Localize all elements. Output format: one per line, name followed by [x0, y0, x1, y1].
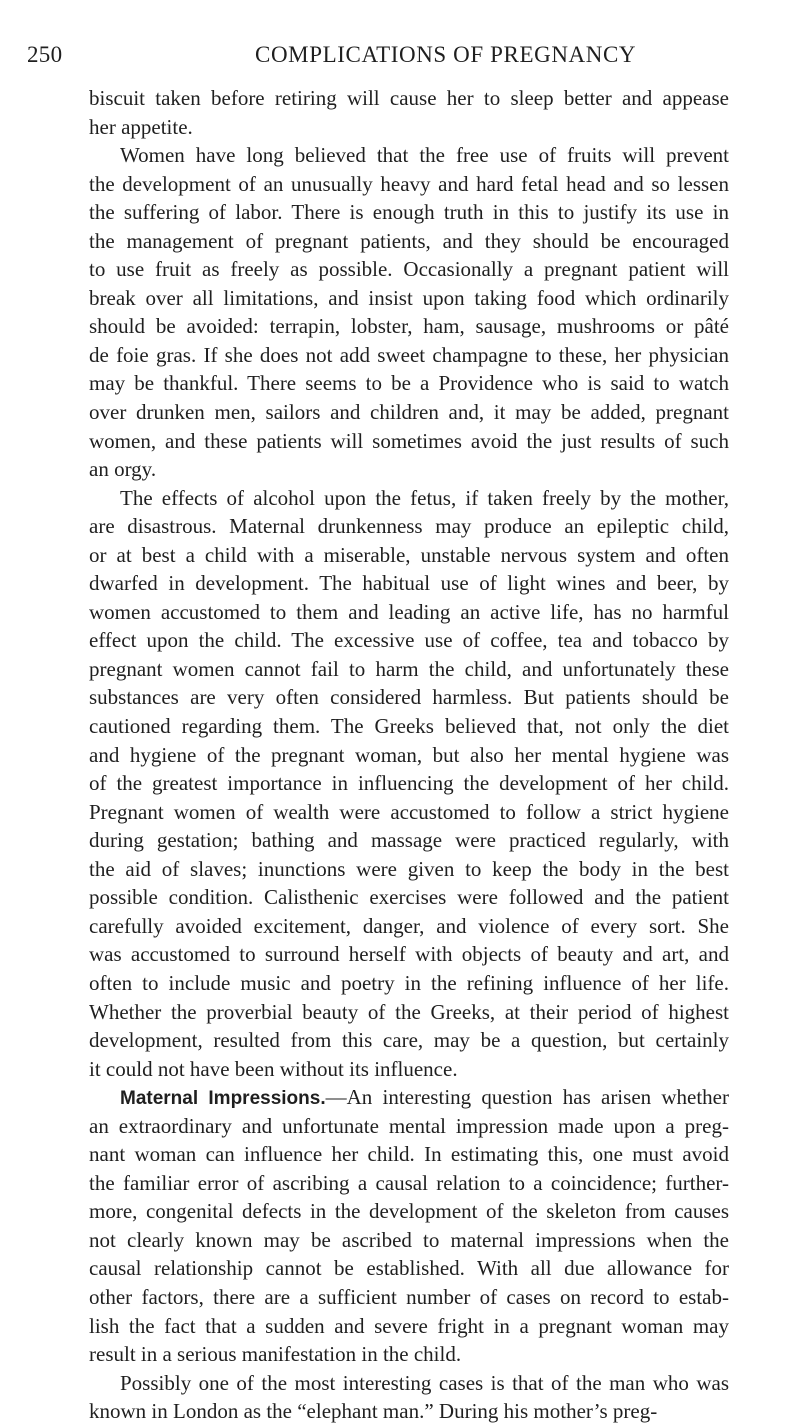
- text-line: causal relationship cannot be established. With all due allowance for: [89, 1256, 729, 1281]
- text-line: the familiar error of ascribing a causal relation to a coincidence; further-: [89, 1170, 729, 1195]
- text-line: known in London as the “elephant man.” During his mother’s preg-: [89, 1399, 658, 1424]
- text-line: cautioned regarding them. The Greeks believed that, not only the diet: [89, 714, 729, 739]
- text-line: not clearly known may be ascribed to maternal impressions when the: [89, 1227, 729, 1252]
- text-line: an orgy.: [89, 457, 157, 482]
- page-header: [27, 42, 727, 72]
- text-line: Pregnant women of wealth were accustomed to follow a strict hygiene: [89, 799, 729, 824]
- section-sidehead: Maternal Impressions.: [120, 1088, 326, 1110]
- text-line: should be avoided: terrapin, lobster, ham, sausage, mushrooms or pâté: [89, 314, 729, 339]
- text-line: break over all limitations, and insist upon taking food which ordinarily: [89, 285, 729, 310]
- text-line: possible condition. Calisthenic exercises were followed and the patient: [89, 885, 729, 910]
- text-line: nant woman can influence her child. In estimating this, one must avoid: [89, 1142, 729, 1167]
- text-line: biscuit taken before retiring will cause her to sleep better and appease: [89, 86, 729, 110]
- paragraph: [89, 141, 729, 484]
- paragraph: [89, 84, 729, 141]
- paragraph: [89, 1369, 729, 1426]
- text-line: are disastrous. Maternal drunkenness may produce an epileptic child,: [89, 514, 729, 539]
- text-line: effect upon the child. The excessive use of coffee, tea and tobacco by: [89, 628, 729, 653]
- page-number: 250: [27, 42, 63, 67]
- text-line: development, resulted from this care, may be a question, but certainly: [89, 1028, 729, 1053]
- text-line: dwarfed in development. The habitual use of light wines and beer, by: [89, 571, 729, 596]
- text-line: lish the fact that a sudden and severe fright in a pregnant woman may: [89, 1313, 729, 1338]
- text-line: the development of an unusually heavy and hard fetal head and so lessen: [89, 171, 729, 196]
- running-head: COMPLICATIONS OF PREGNANCY: [255, 42, 637, 67]
- text-line: de foie gras. If she does not add sweet champagne to these, her physician: [89, 342, 729, 367]
- text-line: The effects of alcohol upon the fetus, if taken freely by the mother,: [120, 485, 729, 510]
- text-line: her appetite.: [89, 114, 193, 139]
- text-line: Maternal Impressions.—An interesting question has arisen whether: [120, 1085, 729, 1110]
- text-line: to use fruit as freely as possible. Occasionally a pregnant patient will: [89, 257, 729, 282]
- paragraph: [89, 484, 729, 1083]
- text-line: or at best a child with a miserable, unstable nervous system and often: [89, 542, 729, 567]
- body-text: [89, 84, 729, 1426]
- text-line: over drunken men, sailors and children and, it may be added, pregnant: [89, 400, 729, 425]
- text-line: the aid of slaves; inunctions were given to keep the body in the best: [89, 856, 729, 881]
- text-line: other factors, there are a sufficient number of cases on record to estab-: [89, 1284, 729, 1309]
- text-line: women, and these patients will sometimes avoid the just results of such: [89, 428, 729, 453]
- text-line: often to include music and poetry in the refining influence of her life.: [89, 970, 729, 995]
- text-line: Possibly one of the most interesting cases is that of the man who was: [120, 1370, 729, 1395]
- text-line: women accustomed to them and leading an active life, has no harmful: [89, 599, 729, 624]
- text-line: during gestation; bathing and massage were practiced regularly, with: [89, 828, 729, 853]
- paragraph: [89, 1083, 729, 1368]
- text-line: may be thankful. There seems to be a Providence who is said to watch: [89, 371, 729, 396]
- text-line: carefully avoided excitement, danger, and violence of every sort. She: [89, 913, 729, 938]
- text-line: Whether the proverbial beauty of the Greeks, at their period of highest: [89, 999, 729, 1024]
- text-line: it could not have been without its influence.: [89, 1056, 458, 1081]
- text-line: the management of pregnant patients, and they should be encouraged: [89, 228, 729, 253]
- text-line: of the greatest importance in influencing the development of her child.: [89, 771, 729, 796]
- text-line: was accustomed to surround herself with objects of beauty and art, and: [89, 942, 729, 967]
- text-line: result in a serious manifestation in the child.: [89, 1342, 462, 1367]
- text-line: more, congenital defects in the development of the skeleton from causes: [89, 1199, 729, 1224]
- text-line: the suffering of labor. There is enough truth in this to justify its use in: [89, 200, 729, 225]
- text-line: Women have long believed that the free use of fruits will prevent: [120, 143, 729, 168]
- text-line: and hygiene of the pregnant woman, but also her mental hygiene was: [89, 742, 729, 767]
- text-line: an extraordinary and unfortunate mental impression made upon a preg-: [89, 1113, 729, 1138]
- text-line: substances are very often considered harmless. But patients should be: [89, 685, 729, 710]
- text-line: pregnant women cannot fail to harm the child, and unfortunately these: [89, 656, 729, 681]
